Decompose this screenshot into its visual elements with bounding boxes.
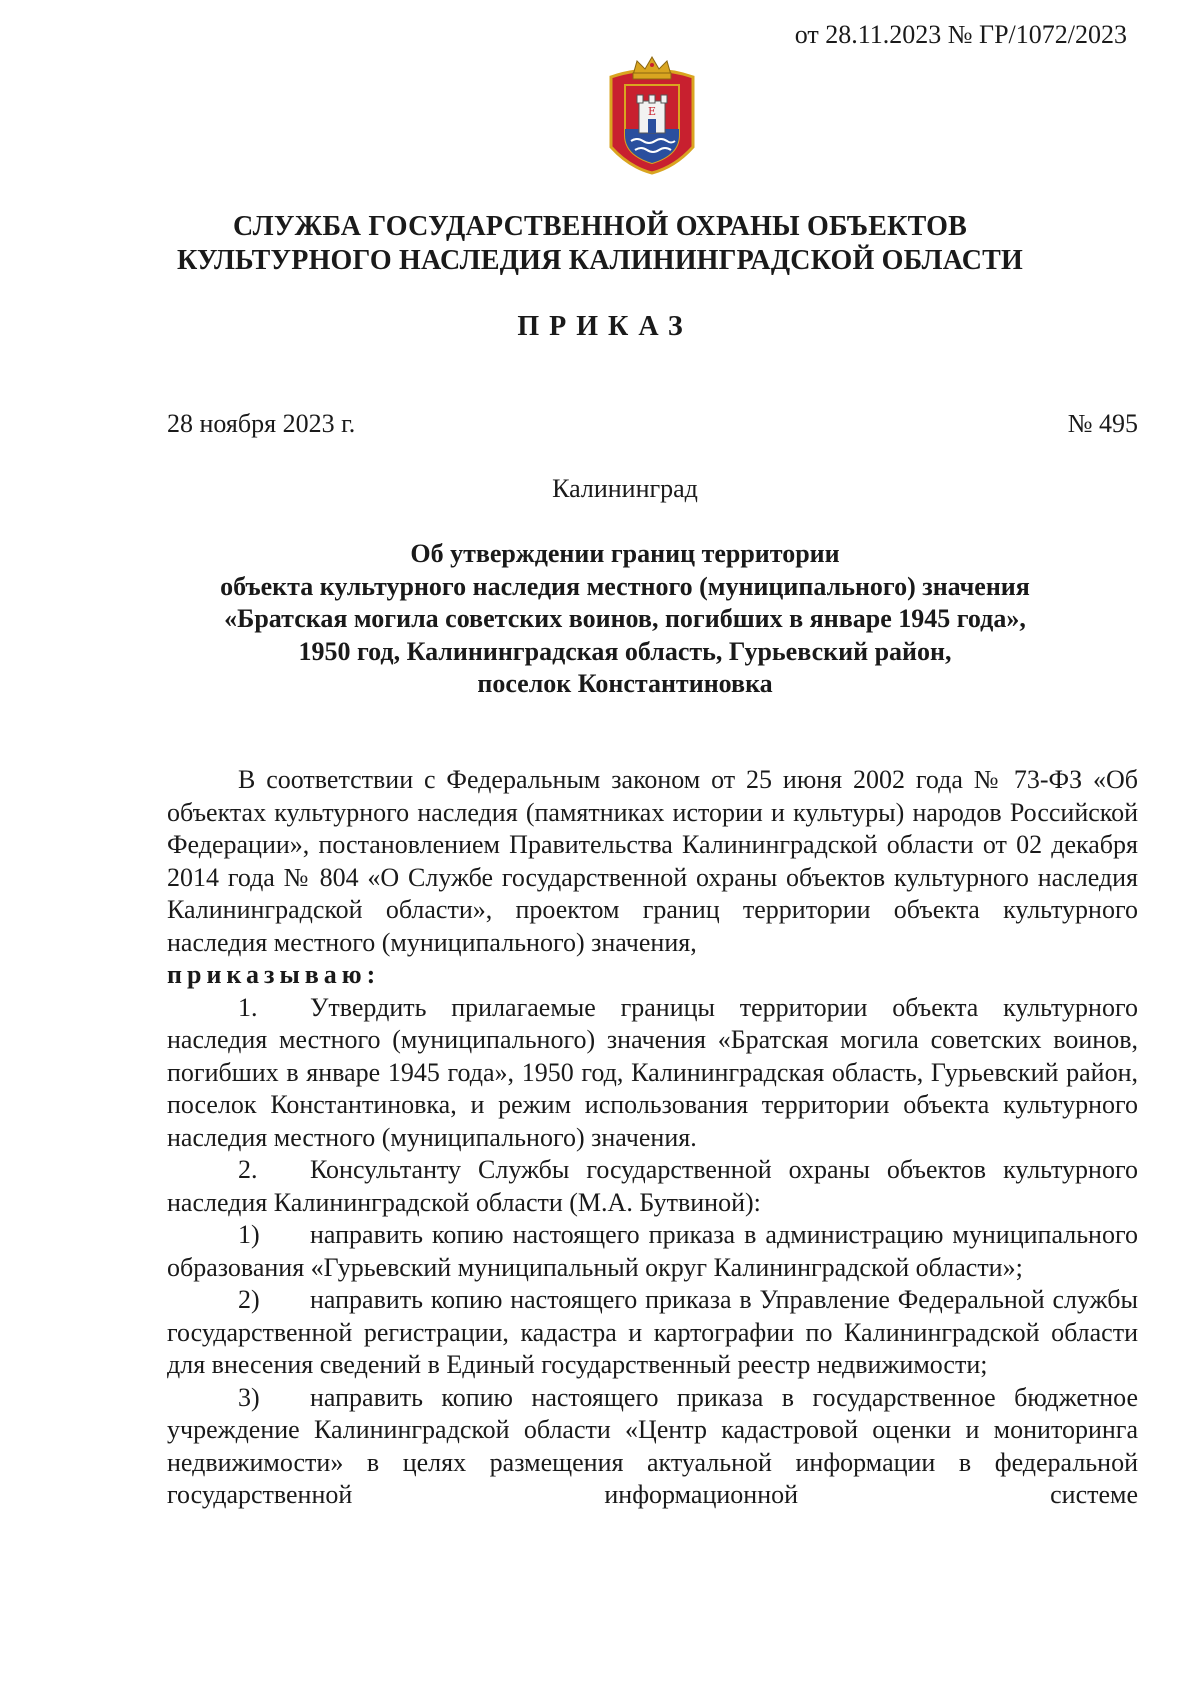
- item-number: 2): [238, 1285, 260, 1314]
- subject-line-5: поселок Константиновка: [477, 669, 773, 698]
- item-number: 3): [238, 1382, 260, 1412]
- document-city: Калининград: [552, 474, 698, 503]
- subject-line-3: «Братская могила советских воинов, погибших в январе 1945 года»,: [224, 604, 1026, 633]
- agency-name-line-1: СЛУЖБА ГОСУДАРСТВЕННОЙ ОХРАНЫ ОБЪЕКТОВ: [233, 211, 967, 242]
- list-item: [167, 1154, 1138, 1219]
- document-number: № 495: [1067, 409, 1138, 438]
- item-text: Консультанту Службы государственной охраны объектов культурного наследия Калининградской области (М.А. Бутвиной):: [167, 1155, 1138, 1217]
- item-number: 2.: [238, 1155, 258, 1184]
- svg-text:Е: Е: [647, 105, 657, 118]
- subject-line-1: Об утверждении границ территории: [410, 539, 840, 568]
- agency-name: [0, 210, 1200, 278]
- document-body: [167, 764, 1138, 1512]
- document-date: 28 ноября 2023 г.: [167, 409, 356, 438]
- registration-number: от 28.11.2023 № ГР/1072/2023: [794, 20, 1127, 49]
- item-number: 1): [238, 1220, 260, 1249]
- kaliningrad-coat-of-arms-icon: [605, 55, 699, 175]
- list-item: [167, 1284, 1138, 1382]
- item-text: Утвердить прилагаемые границы территории объекта культурного наследия местного (муниципального) значения «Братская могила советских воинов, погибших в январе 1945 года», 1950 год, Калининградская область, Гурьевский район, поселок Константиновка, и режим использования территории объекта культурного наследия местного (муниципального) значения.: [167, 992, 1138, 1152]
- item-text: направить копию настоящего приказа в Управление Федеральной службы государственной регистрации, кадастра и картографии по Калининградской области для внесения сведений в Единый государственный реестр недвижимости;: [167, 1285, 1138, 1379]
- preamble-text: В соответствии с Федеральным законом от 25 июня 2002 года № 73-ФЗ «Об объектах культурного наследия (памятниках истории и культуры) народов Российской Федерации», постановлением Правительства Калининградской области от 02 декабря 2014 года № 804 «О Службе государственной охраны объектов культурного наследия Калининградской области», проектом границ территории объекта культурного наследия местного (муниципального) значения,: [167, 765, 1138, 957]
- list-item: [167, 1382, 1138, 1512]
- document-subject: [0, 538, 1200, 701]
- order-word: приказываю:: [167, 960, 381, 989]
- document-type: ПРИКАЗ: [517, 311, 693, 342]
- list-item: [167, 992, 1138, 1155]
- preamble-paragraph: [167, 764, 1138, 992]
- item-text: направить копию настоящего приказа в государственное бюджетное учреждение Калининградской области «Центр кадастровой оценки и мониторинга недвижимости» в целях размещения актуальной информации в федеральной государственной информационной системе: [167, 1382, 1138, 1509]
- agency-name-line-2: КУЛЬТУРНОГО НАСЛЕДИЯ КАЛИНИНГРАДСКОЙ ОБЛАСТИ: [176, 245, 1024, 276]
- item-number: 1.: [238, 992, 258, 1022]
- item-text: направить копию настоящего приказа в администрацию муниципального образования «Гурьевский муниципальный округ Калининградской области»;: [167, 1220, 1138, 1282]
- list-item: [167, 1219, 1138, 1284]
- subject-line-4: 1950 год, Калининградская область, Гурьевский район,: [298, 636, 952, 666]
- subject-line-2: объекта культурного наследия местного (муниципального) значения: [220, 571, 1030, 601]
